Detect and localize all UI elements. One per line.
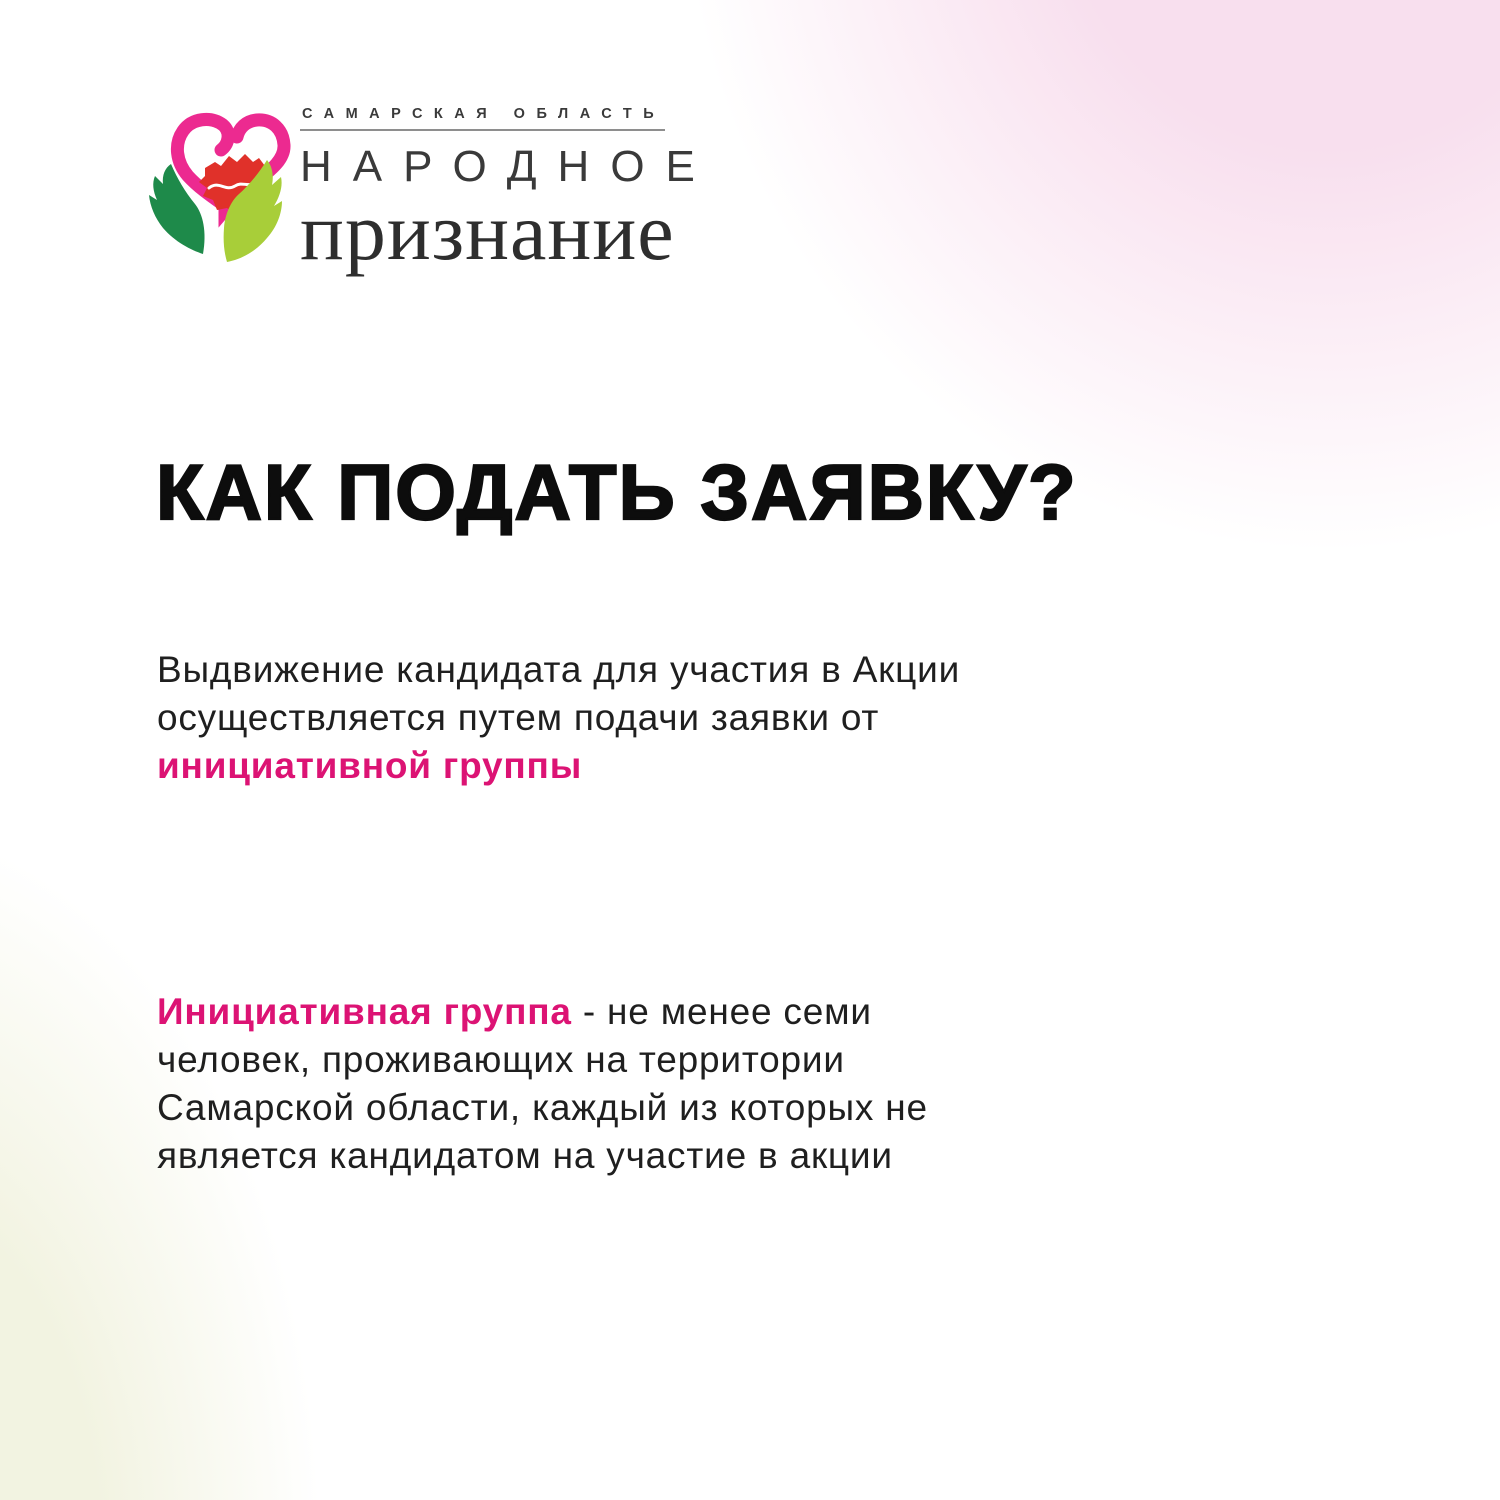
- paragraph-definition: [157, 988, 928, 1180]
- text-line: - не менее семи: [571, 991, 872, 1032]
- text-line: является кандидатом на участие в акции: [157, 1135, 893, 1176]
- text-line: Самарской области, каждый из которых не: [157, 1087, 928, 1128]
- heart-hands-logo-icon: [145, 92, 325, 272]
- logo-text-block: [300, 92, 716, 277]
- accent-text: инициативной группы: [157, 745, 583, 786]
- logo-brand-top: НАРОДНОЕ: [300, 142, 716, 191]
- logo-region-label: САМАРСКАЯ ОБЛАСТЬ: [300, 106, 665, 131]
- text-line: осуществляется путем подачи заявки от: [157, 697, 880, 738]
- paragraph-nomination: [157, 646, 960, 790]
- page-title: КАК ПОДАТЬ ЗАЯВКУ?: [156, 448, 1078, 536]
- logo: [145, 92, 716, 292]
- text-line: Выдвижение кандидата для участия в Акции: [157, 649, 961, 690]
- text-line: человек, проживающих на территории: [157, 1039, 845, 1080]
- logo-brand-bottom: признание: [300, 186, 675, 277]
- accent-text: Инициативная группа: [157, 991, 572, 1032]
